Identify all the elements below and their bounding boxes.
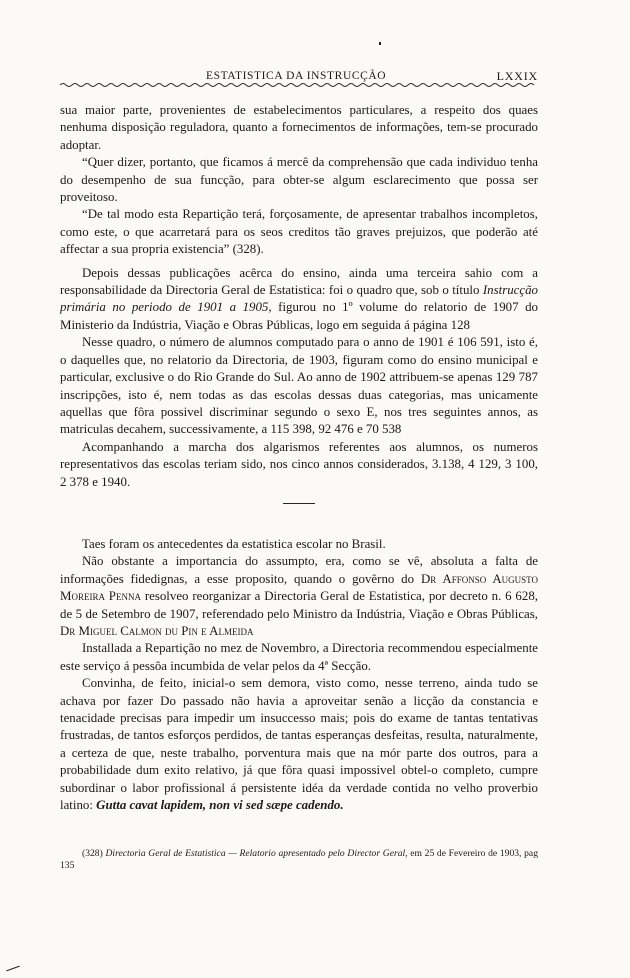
print-speck — [6, 966, 19, 972]
footnote: (328) Directoria Geral de Estatistica — Relatorio apresentado pelo Director Geral, em 25 de Fevereiro de 1903, pag 135 — [60, 848, 538, 872]
page-number: LXXIX — [496, 69, 538, 83]
paragraph: Installada a Repartição no mez de Novembro, a Directoria recommendou especialmente este serviço á pessôa incumbida de velar pelos da 4ª Secção. — [60, 641, 538, 673]
running-title: ESTATISTICA DA INSTRUCÇÃO — [206, 70, 387, 82]
page-header — [60, 64, 538, 86]
president-name: Dr Affonso Augusto Moreira Penna — [60, 571, 538, 604]
paragraph: Taes foram os antecedentes da estatistica escolar no Brasil. — [82, 536, 386, 551]
paragraph: Não obstante a importancia do assumpto, era, como se vê, absoluta a falta de informações fidedignas, a esse proposito, quando o govêrno do Dr Affonso Augusto Moreira Penna resolveo reorganizar a Directoria Geral de Estatistica, por decreto n. 6 628, de 5 de Setembro de 1907, referendado pelo Ministro da Indústria, Viação e Obras Públicas, Dr Miguel Calmon du Pin e Almeida — [60, 554, 538, 638]
book-page — [60, 64, 538, 872]
wavy-header-rule — [60, 82, 538, 88]
paragraph: “De tal modo esta Repartição terá, forçosamente, de apresentar trabalhos incompletos, como este, o que acarretará para os seos creditos tão graves prejuizos, que poderão até affectar a sua propria existencia” (328). — [60, 207, 538, 257]
paragraph: Depois dessas publicações acêrca do ensino, ainda uma terceira sahio com a responsabilidade da Directoria Geral de Estatistica: foi o quadro que, sob o título Instrucção primária no periodo de 1901 a 1905, figurou no 1º volume do relatorio de 1907 do Ministerio da Indústria, Viação e Obras Públicas, logo em seguida á página 128 — [60, 265, 538, 332]
section-separator — [283, 503, 315, 504]
paragraph: Convinha, de feito, inicial-o sem demora, visto como, nesse terreno, ainda tudo se achava por fazer Do passado não havia a aproveitar senão a licção da constancia e tenacidade precisas para impedir um insuccesso mais; pois do exame de tantas tentativas frustradas, de tantos esforços perdidos, de tantas esperanças desfeitas, resulta, naturalmente, a certeza de que, neste trabalho, porventura mais que na mór parte dos outros, para a probabilidade dum exito relativo, já que fôra quasi impossivel obtel-o completo, cumpre subordinar o labor profissional á persistente idéa da verdade contida no velho proverbio latino: Gutta cavat lapidem, non vi sed sæpe cadendo. — [60, 676, 538, 813]
latin-proverb: Gutta cavat lapidem, non vi sed sæpe cadendo. — [96, 798, 344, 813]
paragraph: “Quer dizer, portanto, que ficamos á mercê da comprehensão que cada individuo tenha do desempenho de sua funcção, para obter-se algum esclarecimento que possa ser proveitoso. — [60, 155, 538, 205]
minister-name: Dr Miguel Calmon du Pin e Almeida — [60, 623, 254, 638]
print-speck — [379, 42, 381, 45]
paragraph: Acompanhando a marcha dos algarismos referentes aos alumnos, os numeros representativos das escolas teriam sido, nos cinco annos considerados, 3.138, 4 129, 3 100, 2 378 e 1940. — [60, 439, 538, 489]
paragraph: sua maior parte, provenientes de estabelecimentos particulares, a respeito dos quaes nenhuma disposição reguladora, quanto a fornecimentos de informações, tem-se procurado adoptar. — [60, 103, 538, 152]
italic-title: Instrucção primária no periodo de 1901 a 1905 — [60, 283, 538, 315]
body-text — [60, 102, 538, 814]
paragraph: Nesse quadro, o número de alumnos computado para o anno de 1901 é 106 591, isto é, o daquelles que, no relatorio da Directoria, de 1903, figuram como do ensino municipal e particular, exclusive o do Rio Grande do Sul. Ao anno de 1902 attribuem-se apenas 129 787 inscripções, isto é, nem todas as das escolas dessas duas categorias, mas unicamente aquellas que fôra possivel discriminar segundo o sexo E, nos tres seguintes annos, as matriculas decahem, successivamente, a 115 398, 92 476 e 70 538 — [60, 335, 538, 437]
